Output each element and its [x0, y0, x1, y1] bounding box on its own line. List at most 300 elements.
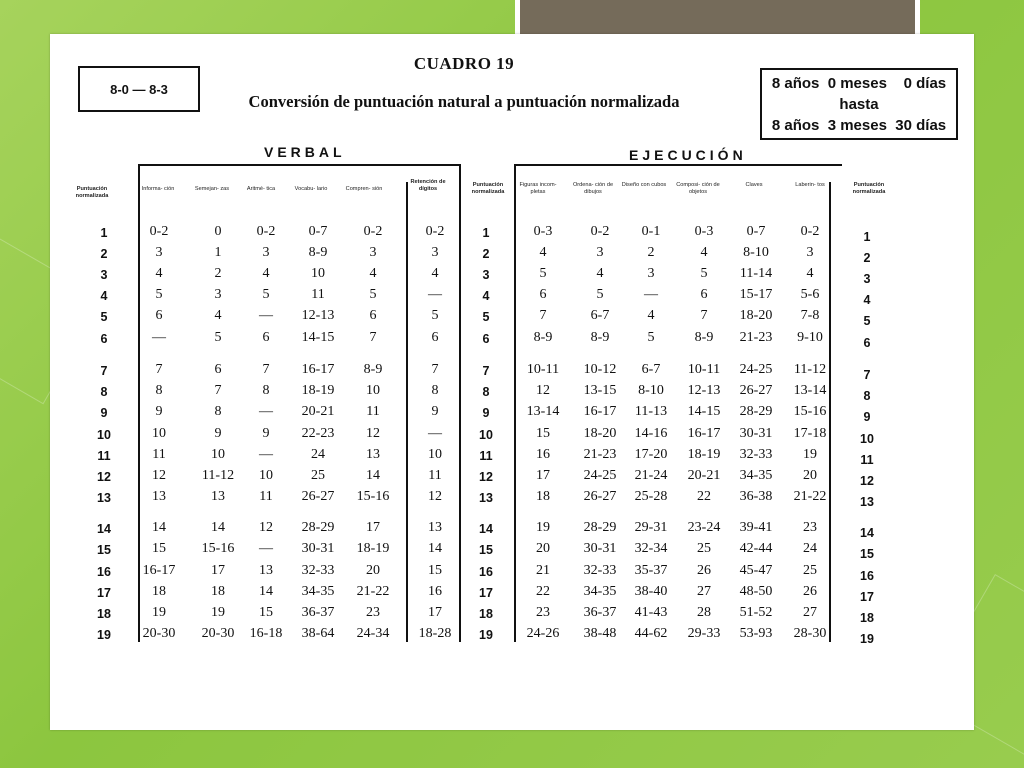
verbal-score-label: 16: [97, 565, 111, 579]
table-subtitle: Conversión de puntuación natural a puntuación normalizada: [248, 92, 680, 111]
ejecucion-score-label: 18: [479, 607, 493, 621]
verbal-score-label: 6: [100, 332, 108, 346]
ejecucion-cell: 26-27: [739, 383, 773, 398]
verbal-cell: 25: [311, 468, 325, 483]
ejecucion-cell: 18-20: [739, 308, 773, 323]
ejecucion-column-header: Puntuación normalizada: [852, 182, 886, 195]
ejecucion-cell: 18-20: [583, 426, 617, 441]
verbal-cell: 11: [428, 468, 442, 483]
ejecucion-cell: 24-25: [739, 362, 773, 377]
verbal-cell: 18-19: [301, 383, 335, 398]
verbal-column-header: Semejan- zas: [194, 186, 230, 192]
verbal-cell: 10: [366, 383, 380, 398]
verbal-cell: 7: [262, 362, 270, 377]
verbal-cell: 24-34: [356, 626, 390, 641]
ejecucion-cell: 20: [536, 541, 550, 556]
ejecucion-cell: 51-52: [739, 605, 773, 620]
verbal-cell: 24: [311, 447, 325, 462]
ejecucion-cell: 7: [700, 308, 708, 323]
scanned-table-page: [54, 34, 972, 686]
verbal-column-header: Informa- ción: [141, 186, 175, 192]
ejecucion-top-rule: [514, 164, 842, 166]
ejecucion-score-label: 9: [482, 406, 490, 420]
ejecucion-cell: 19: [536, 520, 550, 535]
ejecucion-cell: 17-18: [793, 426, 827, 441]
ejecucion-cell: 29-33: [687, 626, 721, 641]
verbal-cell: 14: [211, 520, 225, 535]
ejecucion-score-label: 5: [482, 310, 490, 324]
verbal-cell: 8: [431, 383, 439, 398]
verbal-cell: 15: [428, 563, 442, 578]
verbal-score-label: 10: [97, 428, 111, 442]
age-range-box: [760, 68, 958, 140]
ejecucion-cell: 21-24: [634, 468, 668, 483]
verbal-cell: 21-22: [356, 584, 390, 599]
ejecucion-column-header: Figuras incom- pletas: [519, 182, 557, 195]
verbal-cell: 11: [311, 287, 325, 302]
ejecucion-cell: 35-37: [634, 563, 668, 578]
ejecucion-cell: 28-29: [739, 404, 773, 419]
verbal-cell: 12: [428, 489, 442, 504]
ejecucion-cell: 28-29: [583, 520, 617, 535]
verbal-cell: 6: [262, 330, 270, 345]
verbal-cell: —: [259, 404, 273, 419]
verbal-cell: 8: [262, 383, 270, 398]
ejecucion-cell: 4: [596, 266, 604, 281]
ejecucion-cell: 13-15: [583, 383, 617, 398]
verbal-cell: 0: [214, 224, 222, 239]
ejecucion-score-label-right: 9: [863, 410, 871, 424]
ejecucion-cell: 5: [539, 266, 547, 281]
ejecucion-cell: 29-31: [634, 520, 668, 535]
verbal-cell: 6: [431, 330, 439, 345]
verbal-cell: 3: [369, 245, 377, 260]
slide-top-tab: [515, 0, 920, 36]
verbal-cell: 7: [431, 362, 439, 377]
verbal-cell: 34-35: [301, 584, 335, 599]
verbal-cell: 16-17: [142, 563, 176, 578]
verbal-cell: 13: [366, 447, 380, 462]
verbal-cell: —: [152, 330, 166, 345]
ejecucion-cell: 21-22: [793, 489, 827, 504]
ejecucion-score-label-right: 11: [860, 453, 874, 467]
ejecucion-cell: 0-2: [590, 224, 610, 239]
ejecucion-score-label: 3: [482, 268, 490, 282]
verbal-cell: 11: [152, 447, 166, 462]
verbal-score-label: 9: [100, 406, 108, 420]
verbal-cell: 17: [211, 563, 225, 578]
ejecucion-cell: 21-23: [583, 447, 617, 462]
ejecucion-score-label: 14: [479, 522, 493, 536]
verbal-cell: 12: [366, 426, 380, 441]
ejecucion-score-label: 13: [479, 491, 493, 505]
verbal-cell: 12: [259, 520, 273, 535]
ejecucion-cell: 4: [539, 245, 547, 260]
ejecucion-cell: 26-27: [583, 489, 617, 504]
ejecucion-score-label: 10: [479, 428, 493, 442]
ejecucion-score-label: 4: [482, 289, 490, 303]
ejecucion-cell: 39-41: [739, 520, 773, 535]
ejecucion-cell: 16-17: [687, 426, 721, 441]
verbal-score-label: 3: [100, 268, 108, 282]
ejecucion-cell: 14-15: [687, 404, 721, 419]
ejecucion-cell: 6-7: [641, 362, 661, 377]
ejecucion-cell: 2: [647, 245, 655, 260]
ejecucion-cell: 32-33: [739, 447, 773, 462]
verbal-cell: 18-19: [356, 541, 390, 556]
ejecucion-score-label: 8: [482, 385, 490, 399]
ejecucion-cell: 4: [647, 308, 655, 323]
verbal-cell: —: [259, 308, 273, 323]
verbal-cell: 7: [155, 362, 163, 377]
ejecucion-cell: 42-44: [739, 541, 773, 556]
verbal-cell: 5: [214, 330, 222, 345]
ejecucion-cell: 8-10: [743, 245, 769, 260]
verbal-cell: 5: [431, 308, 439, 323]
verbal-cell: 14: [259, 584, 273, 599]
ejecucion-cell: 4: [806, 266, 814, 281]
ejecucion-cell: 8-10: [638, 383, 664, 398]
ejecucion-cell: 13-14: [793, 383, 827, 398]
ejecucion-cell: 14-16: [634, 426, 668, 441]
verbal-cell: 10: [428, 447, 442, 462]
ejecucion-cell: 11-13: [634, 404, 668, 419]
verbal-cell: 10: [211, 447, 225, 462]
ejecucion-cell: 19: [803, 447, 817, 462]
ejecucion-section-label: EJECUCIÓN: [629, 147, 747, 163]
verbal-score-label: 18: [97, 607, 111, 621]
verbal-score-label: 12: [97, 470, 111, 484]
age-to: 8 años 3 meses 30 días: [771, 117, 947, 134]
ejecucion-score-label: 12: [479, 470, 493, 484]
ejecucion-cell: 16-17: [583, 404, 617, 419]
verbal-cell: 18: [152, 584, 166, 599]
ejecucion-score-label: 2: [482, 247, 490, 261]
ejecucion-cell: 24-25: [583, 468, 617, 483]
ejecucion-cell: 4: [700, 245, 708, 260]
verbal-column-header: Puntuación normalizada: [75, 186, 109, 199]
verbal-cell: 9: [155, 404, 163, 419]
age-hasta: hasta: [839, 96, 879, 113]
ejecucion-column-header: Diseño con cubos: [621, 182, 667, 188]
ejecucion-cell: 30-31: [583, 541, 617, 556]
ejecucion-cell: 5-6: [800, 287, 820, 302]
verbal-cell: 15: [152, 541, 166, 556]
ejecucion-score-label-right: 19: [860, 632, 874, 646]
verbal-cell: 3: [155, 245, 163, 260]
verbal-cell: 16: [428, 584, 442, 599]
ejecucion-cell: 5: [596, 287, 604, 302]
verbal-cell: —: [259, 447, 273, 462]
ejecucion-score-label-right: 3: [863, 272, 871, 286]
ejecucion-cell: 0-2: [800, 224, 820, 239]
verbal-cell: 11: [259, 489, 273, 504]
ejecucion-cell: 3: [647, 266, 655, 281]
verbal-cell: 8-9: [308, 245, 328, 260]
verbal-score-label: 4: [100, 289, 108, 303]
verbal-cell: 4: [431, 266, 439, 281]
ejecucion-cell: 36-37: [583, 605, 617, 620]
verbal-cell: 4: [262, 266, 270, 281]
ejecucion-cell: 11-12: [793, 362, 827, 377]
ejecucion-cell: 41-43: [634, 605, 668, 620]
verbal-cell: 13: [211, 489, 225, 504]
ejecucion-cell: 21-23: [739, 330, 773, 345]
ejecucion-cell: 28: [697, 605, 711, 620]
verbal-cell: 0-2: [256, 224, 276, 239]
ejecucion-cell: 3: [806, 245, 814, 260]
verbal-cell: 20-21: [301, 404, 335, 419]
ejecucion-cell: 34-35: [583, 584, 617, 599]
ejecucion-cell: 0-1: [641, 224, 661, 239]
ejecucion-cell: 6: [700, 287, 708, 302]
ejecucion-cell: 17-20: [634, 447, 668, 462]
verbal-cell: 2: [214, 266, 222, 281]
ejecucion-score-label-right: 18: [860, 611, 874, 625]
ejecucion-cell: 18: [536, 489, 550, 504]
ejecucion-cell: 53-93: [739, 626, 773, 641]
ejecucion-cell: 36-38: [739, 489, 773, 504]
ejecucion-cell: 38-48: [583, 626, 617, 641]
verbal-cell: 9: [214, 426, 222, 441]
ejecucion-cell: 21: [536, 563, 550, 578]
verbal-score-label: 1: [100, 226, 108, 240]
ejecucion-cell: 22: [536, 584, 550, 599]
ejecucion-cell: 22: [697, 489, 711, 504]
ejecucion-cell: —: [644, 287, 658, 302]
verbal-column-header: Compren- sión: [345, 186, 383, 192]
verbal-cell: 14: [366, 468, 380, 483]
ejecucion-column-header: Claves: [745, 182, 763, 188]
verbal-cell: 0-7: [308, 224, 328, 239]
ejecucion-cell: 6: [539, 287, 547, 302]
verbal-cell: 8-9: [363, 362, 383, 377]
ejecucion-cell: 27: [803, 605, 817, 620]
table-title: CUADRO 19: [413, 54, 515, 73]
verbal-cell: 11-12: [201, 468, 235, 483]
ejecucion-score-label: 16: [479, 565, 493, 579]
ejecucion-cell: 28-30: [793, 626, 827, 641]
verbal-cell: 3: [431, 245, 439, 260]
verbal-score-label: 14: [97, 522, 111, 536]
ejecucion-score-label: 11: [479, 449, 493, 463]
verbal-cell: 13: [259, 563, 273, 578]
ejecucion-cell: 20-21: [687, 468, 721, 483]
ejecucion-cell: 32-33: [583, 563, 617, 578]
verbal-column-header: Retención de dígitos: [410, 179, 446, 192]
ejecucion-cell: 20: [803, 468, 817, 483]
verbal-cell: 10: [152, 426, 166, 441]
verbal-cell: 17: [428, 605, 442, 620]
verbal-cell: 14: [428, 541, 442, 556]
verbal-cell: 20: [366, 563, 380, 578]
verbal-cell: 0-2: [149, 224, 169, 239]
ejecucion-cell: 10-12: [583, 362, 617, 377]
verbal-cell: 19: [152, 605, 166, 620]
ejecucion-column-header: Puntuación normalizada: [471, 182, 505, 195]
ejecucion-score-label: 7: [482, 364, 490, 378]
ejecucion-score-label-right: 14: [860, 526, 874, 540]
ejecucion-cell: 38-40: [634, 584, 668, 599]
verbal-cell: —: [428, 426, 442, 441]
verbal-cell: 4: [369, 266, 377, 281]
verbal-cell: 15: [259, 605, 273, 620]
verbal-cell: 23: [366, 605, 380, 620]
verbal-cell: 15-16: [356, 489, 390, 504]
ejecucion-score-label-right: 6: [863, 336, 871, 350]
ejecucion-cell: 3: [596, 245, 604, 260]
ejecucion-cell: 16: [536, 447, 550, 462]
ejecucion-score-label-right: 2: [863, 251, 871, 265]
verbal-cell: 20-30: [142, 626, 176, 641]
ejecucion-cell: 5: [700, 266, 708, 281]
ejecucion-score-label-right: 8: [863, 389, 871, 403]
verbal-cell: 3: [262, 245, 270, 260]
ejecucion-score-label: 19: [479, 628, 493, 642]
ejecucion-cell: 9-10: [797, 330, 823, 345]
ejecucion-cell: 8-9: [590, 330, 610, 345]
ejecucion-score-label-right: 7: [863, 368, 871, 382]
ejecucion-cell: 13-14: [526, 404, 560, 419]
verbal-cell: 12-13: [301, 308, 335, 323]
verbal-cell: 28-29: [301, 520, 335, 535]
ejecucion-cell: 34-35: [739, 468, 773, 483]
ejecucion-cell: 26: [803, 584, 817, 599]
ejecucion-score-label: 1: [482, 226, 490, 240]
ejecucion-cell: 26: [697, 563, 711, 578]
verbal-cell: 16-17: [301, 362, 335, 377]
verbal-cell: 5: [262, 287, 270, 302]
verbal-score-label: 19: [97, 628, 111, 642]
ejecucion-cell: 15-17: [739, 287, 773, 302]
verbal-cell: 4: [155, 266, 163, 281]
verbal-score-label: 15: [97, 543, 111, 557]
verbal-cell: 36-37: [301, 605, 335, 620]
verbal-cell: 18: [211, 584, 225, 599]
verbal-cell: 14: [152, 520, 166, 535]
ejecucion-column-header: Ordena- ción de dibujos: [572, 182, 614, 195]
ejecucion-cell: 6-7: [590, 308, 610, 323]
verbal-cell: 15-16: [201, 541, 235, 556]
ejecucion-cell: 15: [536, 426, 550, 441]
verbal-section-label: VERBAL: [264, 144, 346, 160]
ejecucion-cell: 12-13: [687, 383, 721, 398]
ejecucion-cell: 48-50: [739, 584, 773, 599]
verbal-top-rule: [138, 164, 460, 166]
verbal-cell: 9: [262, 426, 270, 441]
verbal-cell: 12: [152, 468, 166, 483]
ejecucion-cell: 0-3: [694, 224, 714, 239]
ejecucion-cell: 30-31: [739, 426, 773, 441]
ejecucion-cell: 11-14: [739, 266, 773, 281]
verbal-cell: 0-2: [425, 224, 445, 239]
verbal-cell: —: [428, 287, 442, 302]
verbal-score-label: 7: [100, 364, 108, 378]
verbal-score-label: 2: [100, 247, 108, 261]
verbal-cell: 9: [431, 404, 439, 419]
verbal-cell: 22-23: [301, 426, 335, 441]
ejecucion-cell: 12: [536, 383, 550, 398]
verbal-cell: 8: [214, 404, 222, 419]
verbal-cell: 7: [214, 383, 222, 398]
verbal-cell: 18-28: [418, 626, 452, 641]
ejecucion-cell: 17: [536, 468, 550, 483]
verbal-cell: 10: [311, 266, 325, 281]
verbal-cell: 5: [155, 287, 163, 302]
verbal-cell: 32-33: [301, 563, 335, 578]
ejecucion-cell: 10-11: [687, 362, 721, 377]
ejecucion-score-label-right: 1: [863, 230, 871, 244]
verbal-cell: 14-15: [301, 330, 335, 345]
verbal-cell: 11: [366, 404, 380, 419]
verbal-score-label: 8: [100, 385, 108, 399]
ejecucion-score-label-right: 5: [863, 314, 871, 328]
ejecucion-cell: 10-11: [526, 362, 560, 377]
ejecucion-cell: 25-28: [634, 489, 668, 504]
verbal-cell: 3: [214, 287, 222, 302]
verbal-score-label: 13: [97, 491, 111, 505]
ejecucion-cell: 23: [803, 520, 817, 535]
ejecucion-cell: 5: [647, 330, 655, 345]
ejecucion-cell: 18-19: [687, 447, 721, 462]
ejecucion-cell: 7-8: [800, 308, 820, 323]
verbal-cell: 10: [259, 468, 273, 483]
ejecucion-score-label-right: 12: [860, 474, 874, 488]
slide: [50, 34, 974, 730]
ejecucion-cell: 44-62: [634, 626, 668, 641]
verbal-cell: 5: [369, 287, 377, 302]
ejecucion-score-label-right: 13: [860, 495, 874, 509]
verbal-cell: 16-18: [249, 626, 283, 641]
verbal-cell: 38-64: [301, 626, 335, 641]
ejecucion-cell: 24-26: [526, 626, 560, 641]
ejecucion-column-header: Composi- ción de objetos: [676, 182, 720, 195]
ejecucion-score-label-right: 10: [860, 432, 874, 446]
ejecucion-cell: 0-7: [746, 224, 766, 239]
ejecucion-cell: 23-24: [687, 520, 721, 535]
verbal-cell: 13: [428, 520, 442, 535]
ejecucion-cell: 45-47: [739, 563, 773, 578]
verbal-cell: 1: [214, 245, 222, 260]
verbal-cell: 20-30: [201, 626, 235, 641]
verbal-cell: 30-31: [301, 541, 335, 556]
verbal-cell: 13: [152, 489, 166, 504]
verbal-column-header: Aritmé- tica: [246, 186, 276, 192]
ejecucion-cell: 27: [697, 584, 711, 599]
verbal-cell: 19: [211, 605, 225, 620]
verbal-cell: 6: [214, 362, 222, 377]
ejecucion-cell: 0-3: [533, 224, 553, 239]
ejecucion-score-label: 15: [479, 543, 493, 557]
ejecucion-score-label-right: 4: [863, 293, 871, 307]
age-range-code: 8-0 — 8-3: [78, 66, 200, 112]
ejecucion-cell: 8-9: [533, 330, 553, 345]
ejecucion-score-label: 17: [479, 586, 493, 600]
verbal-cell: 7: [369, 330, 377, 345]
ejecucion-score-label-right: 15: [860, 547, 874, 561]
verbal-column-header: Vocabu- lario: [294, 186, 328, 192]
verbal-score-label: 5: [100, 310, 108, 324]
verbal-cell: 0-2: [363, 224, 383, 239]
ejecucion-cell: 7: [539, 308, 547, 323]
ejecucion-cell: 32-34: [634, 541, 668, 556]
ejecucion-cell: 15-16: [793, 404, 827, 419]
ejecucion-cell: 24: [803, 541, 817, 556]
age-from: 8 años 0 meses 0 días: [771, 75, 947, 92]
verbal-cell: 6: [369, 308, 377, 323]
verbal-cell: —: [259, 541, 273, 556]
verbal-score-label: 17: [97, 586, 111, 600]
